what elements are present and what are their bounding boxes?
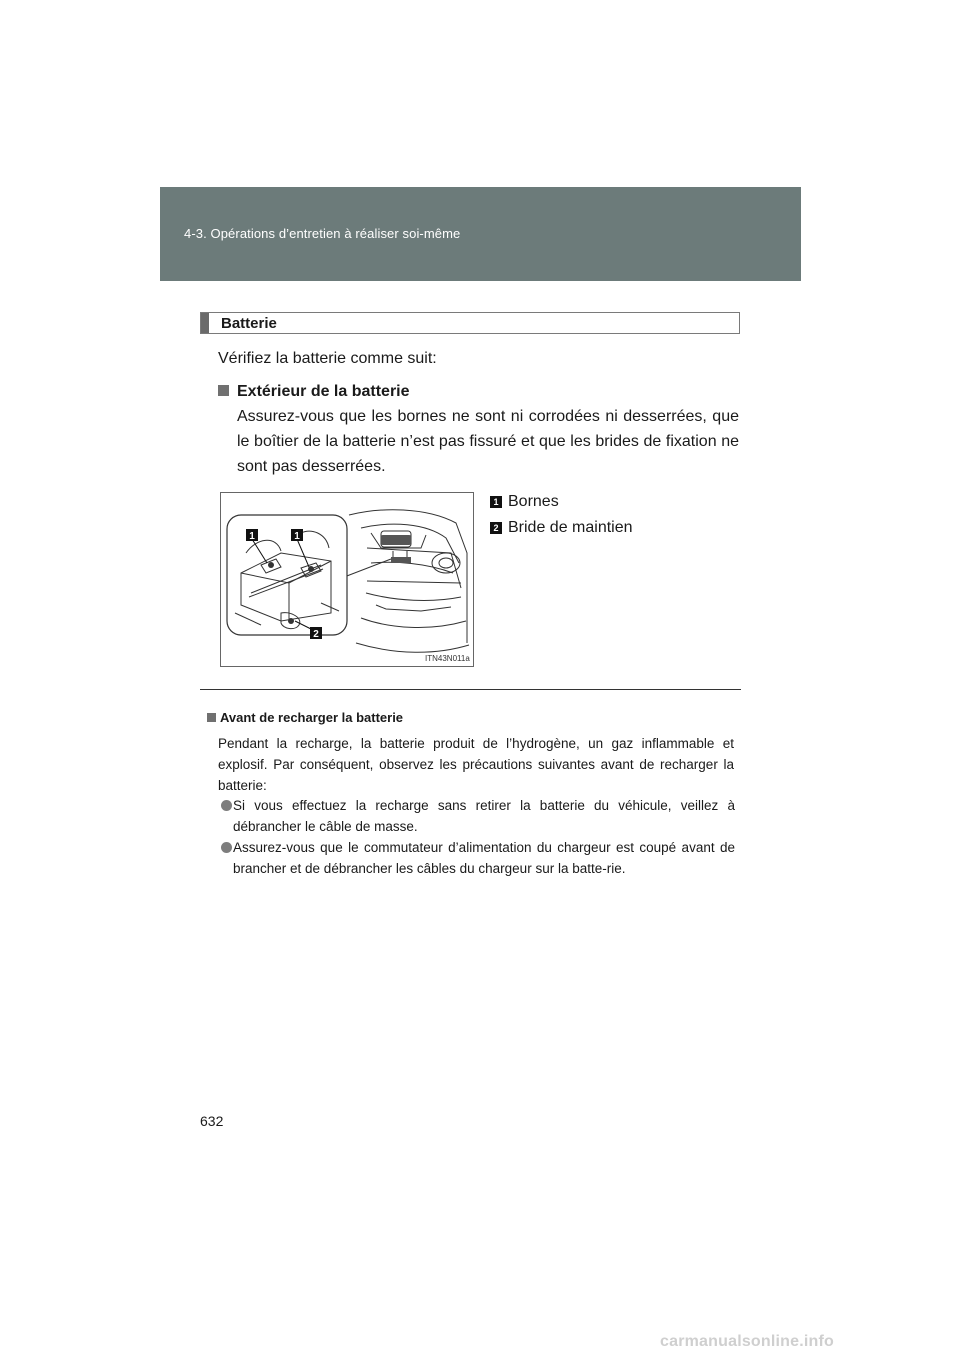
callout-1-right bbox=[291, 529, 303, 542]
chapter-section-title: 4-3. Opérations d’entretien à réaliser soi-même bbox=[184, 226, 461, 241]
figure-code: ITN43N011a bbox=[425, 654, 470, 663]
notes-bullet bbox=[221, 837, 735, 879]
legend-item bbox=[490, 515, 633, 541]
square-bullet-icon bbox=[207, 713, 216, 722]
notes-title bbox=[207, 710, 403, 725]
chapter-header bbox=[160, 187, 801, 281]
notes-paragraph: Pendant la recharge, la batterie produit de l’hydrogène, un gaz inflammable et explosif. Par conséquent, observez les précautions suivantes avant de recharger la batterie: bbox=[218, 736, 734, 793]
engine-bay-drawing bbox=[221, 493, 473, 666]
watermark: carmanualsonline.info bbox=[660, 1333, 835, 1350]
section-heading-box bbox=[200, 312, 740, 334]
section-heading: Batterie bbox=[221, 315, 277, 332]
svg-text:1: 1 bbox=[249, 531, 255, 542]
svg-text:2: 2 bbox=[313, 629, 319, 640]
notes-bullet-text: Si vous effectuez la recharge sans retirer la batterie du véhicule, veillez à débrancher le câble de masse. bbox=[233, 798, 735, 834]
section-heading-bar bbox=[201, 313, 209, 333]
legend-number-badge: 1 bbox=[490, 496, 502, 508]
square-bullet-icon bbox=[218, 385, 229, 396]
subsection-title-text: Extérieur de la batterie bbox=[237, 383, 410, 400]
figure-legend bbox=[490, 489, 633, 541]
battery-illustration bbox=[220, 492, 474, 667]
notes-bullet-text: Assurez-vous que le commutateur d’alimentation du chargeur est coupé avant de brancher et de débrancher les câbles du chargeur sur la batte-rie. bbox=[233, 840, 735, 876]
legend-item bbox=[490, 489, 633, 515]
page-number: 632 bbox=[200, 1113, 224, 1129]
subsection-title bbox=[218, 383, 410, 401]
notes-bullet bbox=[221, 795, 735, 837]
svg-text:1: 1 bbox=[294, 531, 300, 542]
legend-label: Bornes bbox=[508, 493, 559, 510]
subsection-body: Assurez-vous que les bornes ne sont ni corrodées ni desserrées, que le boîtier de la batterie n’est pas fissuré et que les brides de fixation ne sont pas desserrées. bbox=[237, 408, 739, 475]
circle-bullet-icon bbox=[221, 842, 232, 853]
callout-1-left bbox=[246, 529, 258, 542]
divider bbox=[200, 689, 741, 690]
callout-2 bbox=[310, 627, 322, 640]
circle-bullet-icon bbox=[221, 800, 232, 811]
legend-number-badge: 2 bbox=[490, 522, 502, 534]
legend-label: Bride de maintien bbox=[508, 519, 633, 536]
notes-title-text: Avant de recharger la batterie bbox=[220, 710, 404, 725]
intro-text: Vérifiez la batterie comme suit: bbox=[218, 350, 437, 367]
